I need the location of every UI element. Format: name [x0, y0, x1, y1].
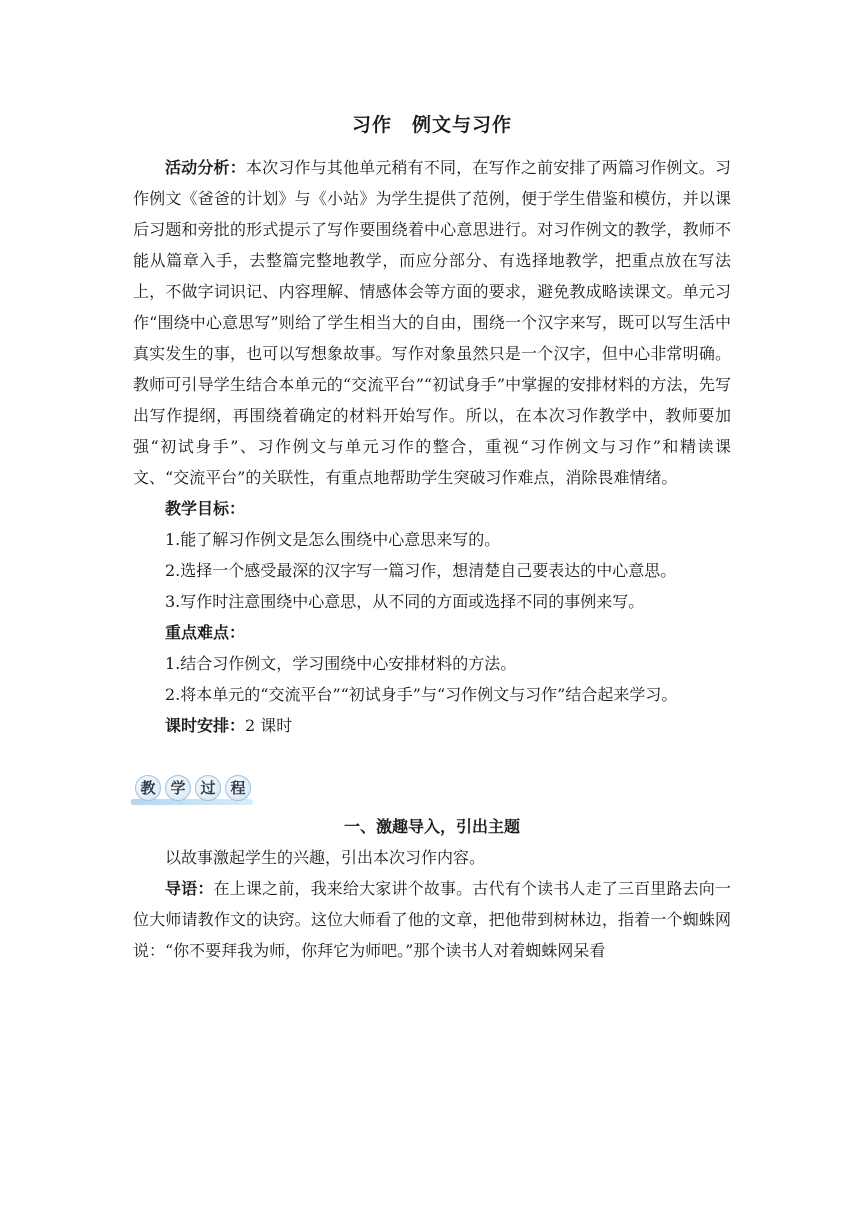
document-page — [133, 110, 731, 966]
goal-item: 3.写作时注意围绕中心意思，从不同的方面或选择不同的事例来写。 — [165, 592, 645, 611]
schedule-line — [133, 710, 731, 741]
schedule-value: 2 课时 — [245, 716, 293, 735]
analysis-text: 本次习作与其他单元稍有不同，在写作之前安排了两篇习作例文。习作例文《爸爸的计划》与《小站》为学生提供了范例，便于学生借鉴和模仿，并以课后习题和旁批的形式提示了写作要围绕着中心意思进行。对习作例文的教学，教师不能从篇章入手，去整篇完整地教学，而应分部分、有选择地教学，把重点放在写法上，不做字词识记、内容理解、情感体会等方面的要求，避免教成略读课文。单元习作“围绕中心意思写”则给了学生相当大的自由，围绕一个汉字来写，既可以写生活中真实发生的事，也可以写想象故事。写作对象虽然只是一个汉字，但中心非常明确。教师可引导学生结合本单元的“交流平台”“初试身手”中掌握的安排材料的方法，先写出写作提纲，再围绕着确定的材料开始写作。所以，在本次习作教学中，教师要加强“初试身手”、习作例文与单元习作的整合，重视“习作例文与习作”和精读课文、“交流平台”的关联性，有重点地帮助学生突破习作难点，消除畏难情绪。 — [133, 158, 731, 487]
analysis-label: 活动分析： — [165, 158, 246, 177]
teaching-process-badge — [131, 775, 253, 805]
lead-label: 导语： — [165, 879, 214, 898]
goal-item: 1.能了解习作例文是怎么围绕中心意思来写的。 — [165, 530, 501, 549]
title-part1: 习作 — [351, 114, 392, 136]
analysis-paragraph — [133, 152, 731, 493]
badge-char: 过 — [195, 775, 221, 801]
schedule-label: 课时安排： — [165, 716, 246, 735]
lead-text: 在上课之前，我来给大家讲个故事。古代有个读书人走了三百里路去向一位大师请教作文的诀窍。这位大师看了他的文章，把他带到树林边，指着一个蜘蛛网说：“你不要拜我为师，你拜它为师吧。”那个读书人对着蜘蛛网呆看 — [133, 879, 731, 960]
badge-char: 学 — [165, 775, 191, 801]
title-part2: 例文与习作 — [412, 114, 513, 136]
section1-title: 一、激趣导入，引出主题 — [343, 817, 520, 836]
lead-paragraph — [133, 873, 731, 966]
section1-intro: 以故事激起学生的兴趣，引出本次习作内容。 — [165, 848, 486, 867]
key-point-item: 2.将本单元的“交流平台”“初试身手”与“习作例文与习作”结合起来学习。 — [165, 685, 678, 704]
key-point-item: 1.结合习作例文，学习围绕中心安排材料的方法。 — [165, 654, 517, 673]
badge-char: 教 — [135, 775, 161, 801]
goals-label: 教学目标： — [165, 499, 246, 518]
badge-char: 程 — [225, 775, 251, 801]
key-points-label: 重点难点： — [165, 623, 246, 642]
page-title — [133, 110, 731, 140]
goal-item: 2.选择一个感受最深的汉字写一篇习作，想清楚自己要表达的中心意思。 — [165, 561, 677, 580]
